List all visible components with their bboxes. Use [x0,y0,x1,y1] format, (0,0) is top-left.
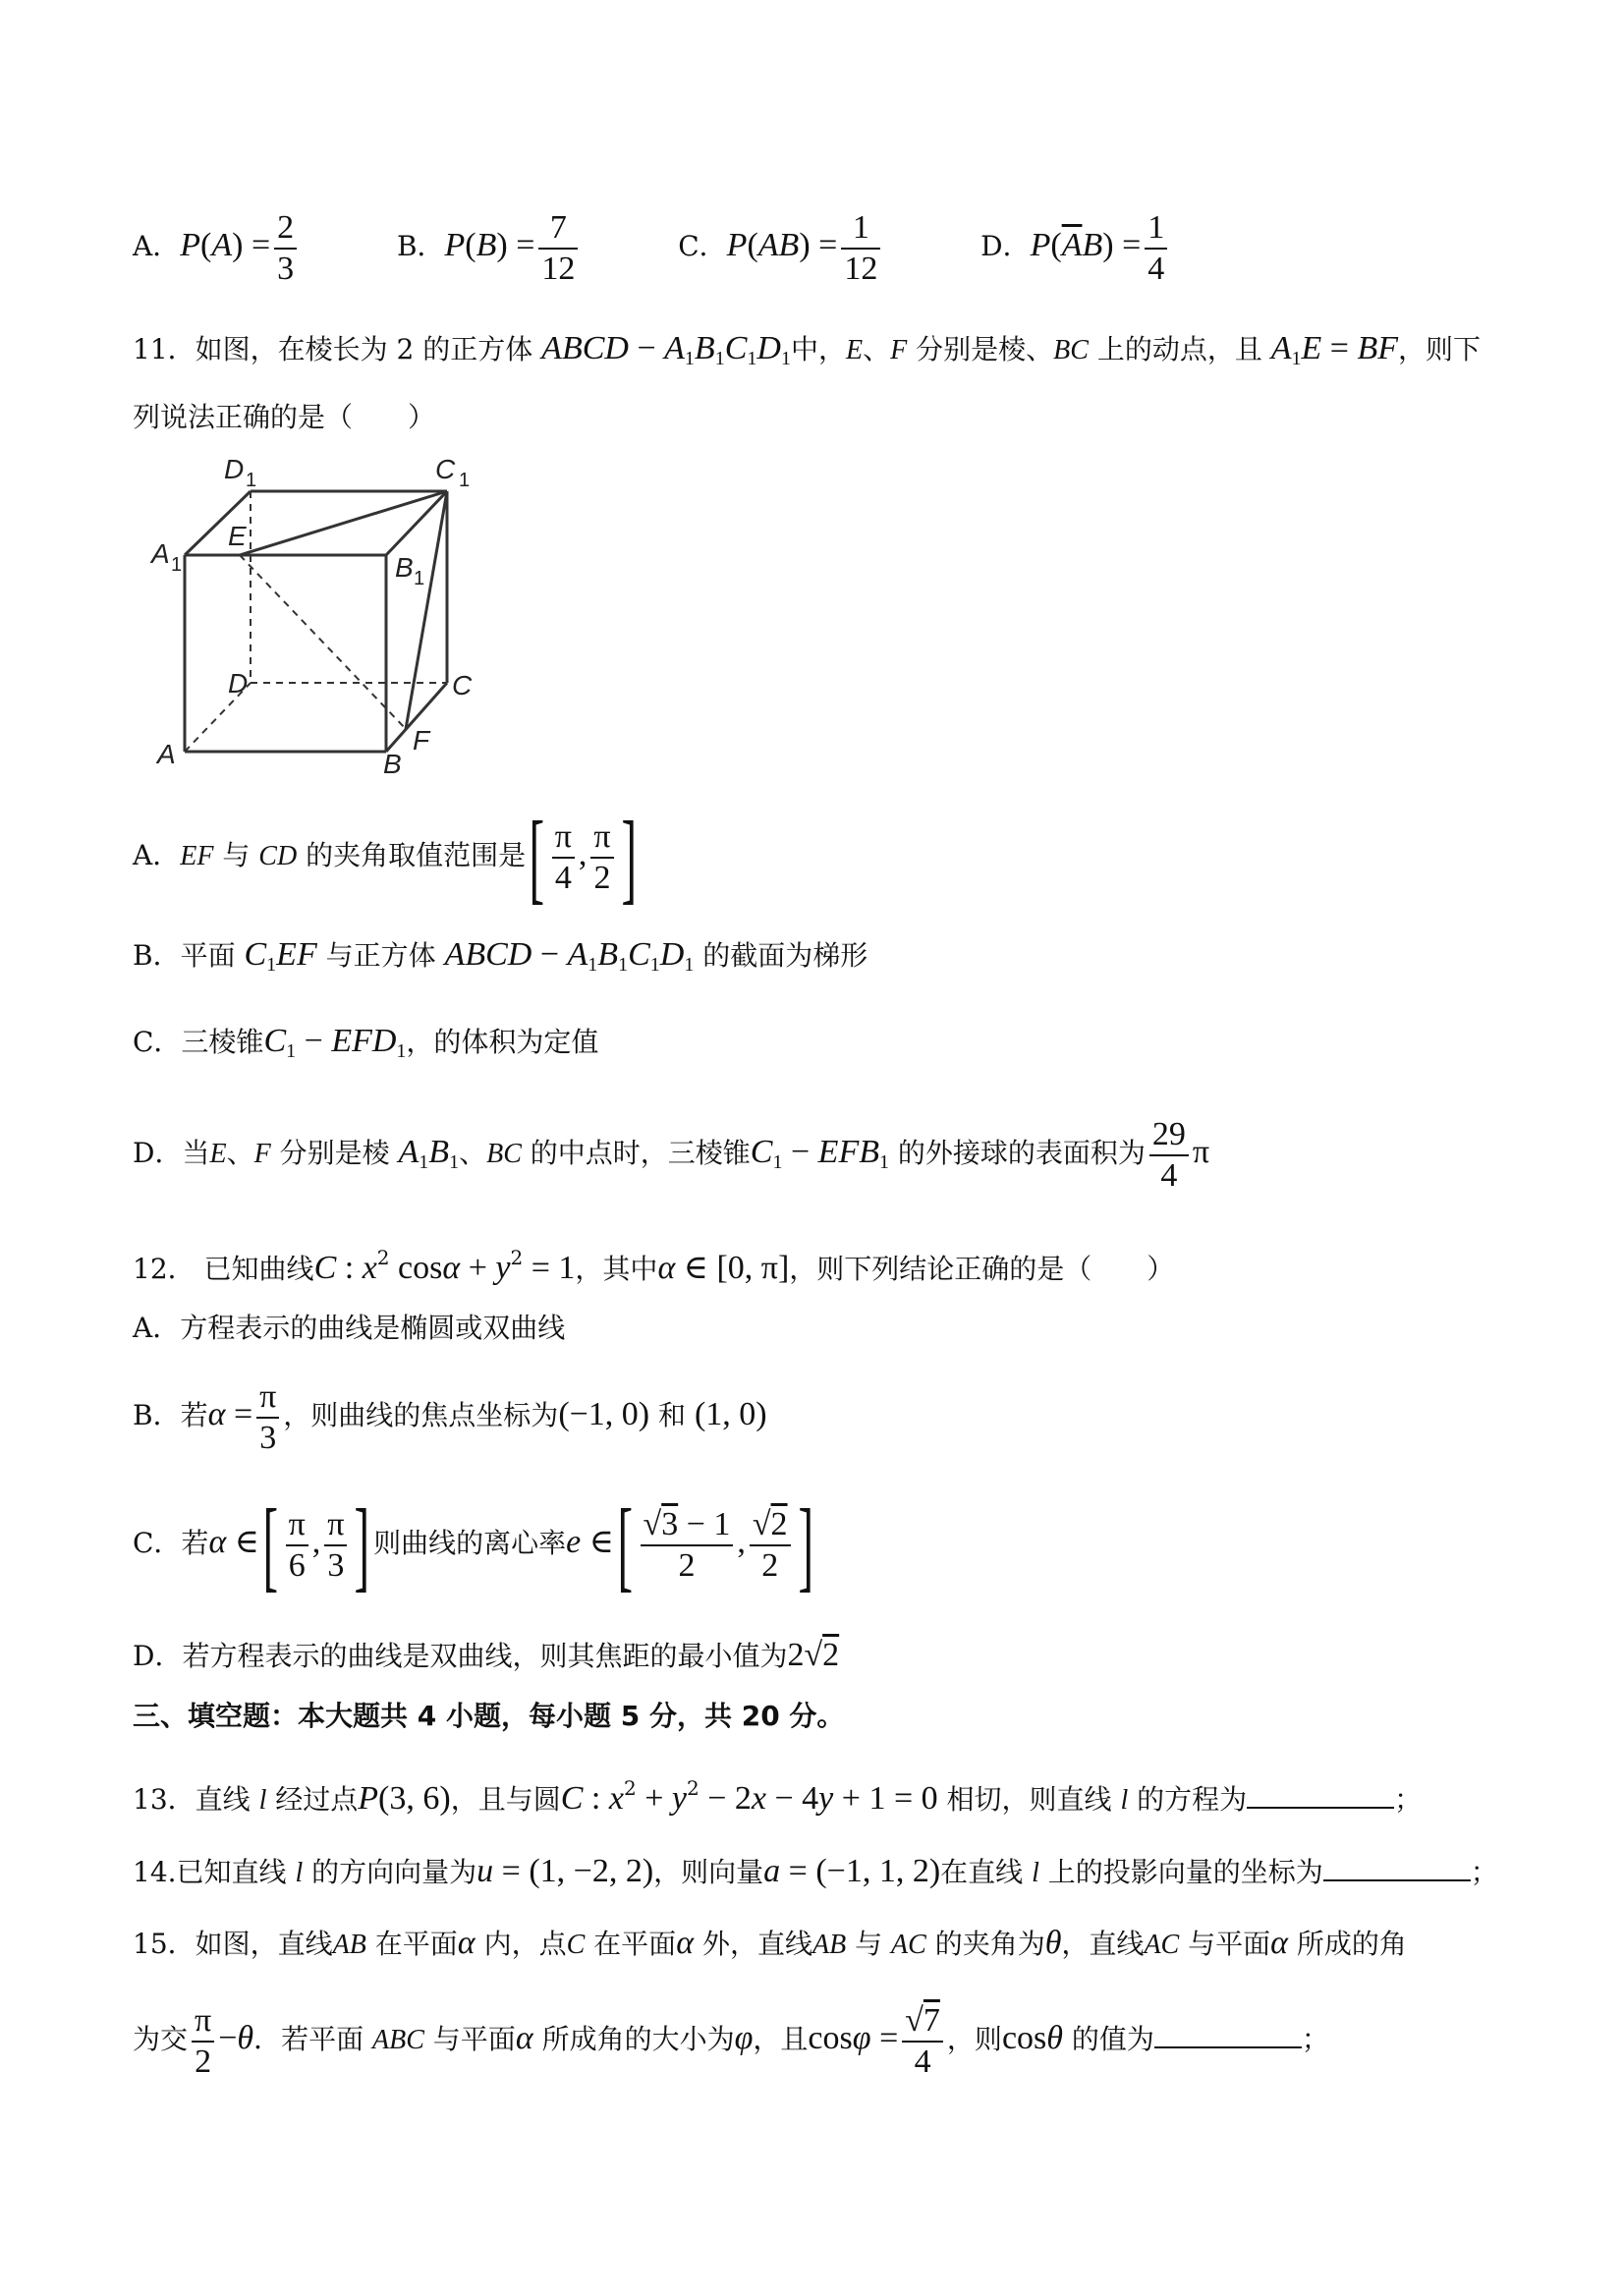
q11-option-a: A．EF 与 CD 的夹角取值范围是[ $\frac{\pi}{4}$ , $\frac{\pi}{2}$ ] [133,800,637,914]
label-b1: B [395,552,414,583]
answer-blank [1247,1785,1394,1809]
svg-text:1: 1 [171,554,183,576]
label-a: A [157,739,176,769]
q15-line2: 为交 $\frac{\pi}{2}$ −θ．若平面 ABC 与平面α 所成角的大小为φ，且cosφ = $\frac{√7}{4}$ ，则cosθ 的值为 ； [133,2001,1329,2080]
fraction: $\frac{7}{12}$ [538,208,578,289]
q13: 13．直线 l 经过点P(3, 6)，且与圆C : $x^2 + y^2 - 2x - 4y + 1 = 0$ 相切，则直线 l 的方程为 ； [133,1776,1423,1817]
q12-option-c: C．若α ∈[ $\frac{\pi}{6}$ , $\frac{\pi}{3}$ ] 则曲线的离心率e ∈[ $\frac{√3 - 1}{2}$ , $\frac{√2}{2}$ ] [133,1487,813,1601]
label-d1: D [224,454,245,484]
q12-stem: 12． 已知曲线C : $x^2$ $\cos\alpha + y^2 = 1$，其中α ∈ [0, π]，则下列结论正确的是（ ） [133,1246,1175,1286]
fraction: $\frac{1}{4}$ [1145,208,1167,289]
q11-stem-line1: 11．如图，在棱长为 2 的正方体 ABCD − $A_1B_1C_1D_1$中，E、F 分别是棱、BC 上的动点，且 $A_1E$ = BF，则下 [133,330,1482,369]
q11-option-c: C．三棱锥$C_1 - EFD_1$，的体积为定值 [133,1023,599,1062]
section-3-title: 三、填空题：本大题共 4 小题，每小题 5 分，共 20 分。 [133,1700,845,1732]
fraction: $\frac{2}{3}$ [274,208,297,289]
q15-line1: 15．如图，直线AB 在平面α 内，点C 在平面α 外，直线AB 与 AC 的夹角为θ，直线AC 与平面α 所成的角 [133,1925,1407,1961]
q10-options: A．P(A) = $\frac{2}{3}$ B．P(B) = $\frac{7}{12}$ C．P(AB) = $\frac{1}{12}$ D．$P(\overline{A}B)$ = $\frac{1}{4}$ [133,201,1171,290]
label-c: C [452,670,473,700]
answer-blank [1323,1858,1471,1881]
option-b-label: B． [396,230,445,262]
cube-figure [138,447,491,781]
fraction: $\frac{1}{12}$ [841,208,880,289]
q11-stem-line2: 列说法正确的是（ ） [133,401,436,433]
q12-option-a: A．方程表示的曲线是椭圆或双曲线 [133,1312,566,1344]
q11-option-d: D．当E、F 分别是棱 $A_1B_1$、BC 的中点时，三棱锥$C_1 - EFB_1$ 的外接球的表面积为 $\frac{29}{4}$ π [133,1115,1210,1194]
q11-option-b: B．平面 $C_1EF$ 与正方体 ABCD − $A_1B_1C_1D_1$ 的截面为梯形 [133,936,868,976]
label-e: E [228,521,247,551]
answer-blank [1154,2025,1302,2048]
svg-text:1: 1 [459,470,471,491]
option-a-label: A． [133,230,181,262]
q14: 14.已知直线 l 的方向向量为u = (1, −2, 2)，则向量a = (−1, 1, 2)在直线 l 上的投影向量的坐标为 ； [133,1853,1498,1889]
label-b: B [383,749,402,779]
option-c-label: C． [678,230,727,262]
label-c1: C [435,454,456,484]
svg-text:1: 1 [246,470,257,491]
q12-option-d: D．若方程表示的曲线是双曲线，则其焦距的最小值为2√2 [133,1637,840,1673]
q12-option-b: B．若α = $\frac{\pi}{3}$ ，则曲线的焦点坐标为(−1, 0) 和 (1, 0) [133,1377,767,1456]
label-a1: A [151,538,170,569]
label-f: F [413,725,430,756]
svg-text:1: 1 [414,568,425,589]
label-d: D [228,668,249,699]
option-d-label: D． [980,230,1031,262]
